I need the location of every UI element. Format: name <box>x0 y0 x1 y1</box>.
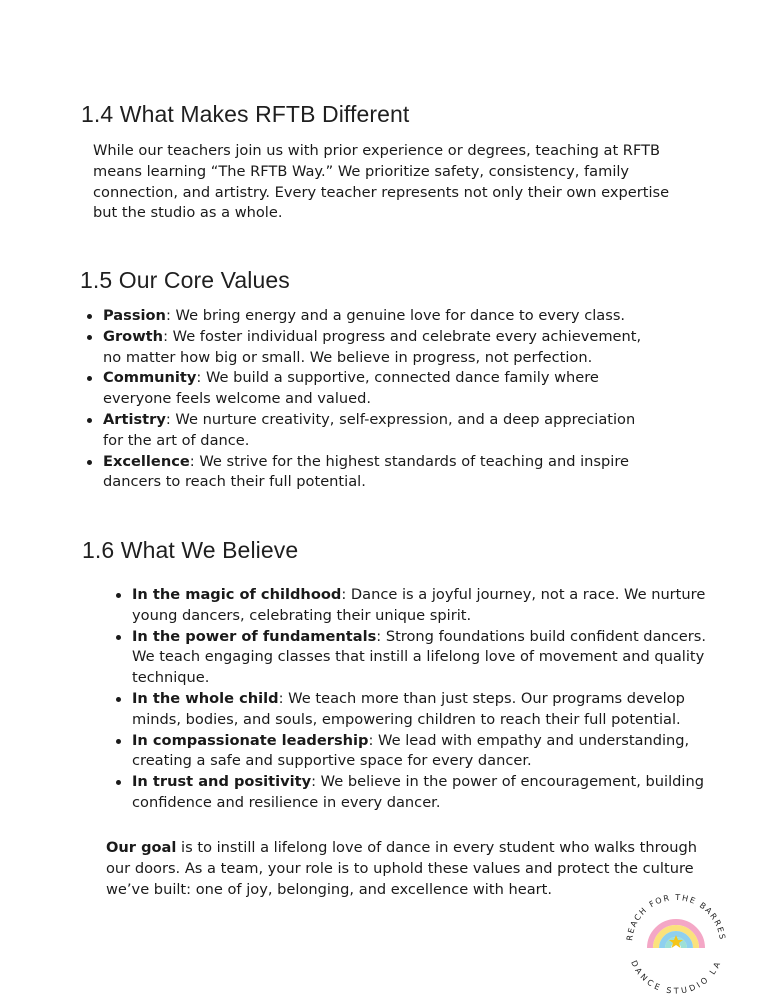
belief-term: In compassionate leadership <box>132 731 369 749</box>
logo-bottom-text: DANCE STUDIO LA <box>629 959 723 996</box>
closing-lead: Our goal <box>106 839 177 856</box>
list-item <box>103 368 643 410</box>
belief-term: In the magic of childhood <box>132 586 342 603</box>
value-term: Passion <box>103 307 166 324</box>
value-text: : We bring energy and a genuine love for dance to every class. <box>165 307 626 324</box>
beliefs-list <box>132 585 717 814</box>
belief-term: In the whole child <box>132 689 279 707</box>
rainbow-logo-icon <box>620 884 732 996</box>
belief-text: : Strong foundations build confident dancers. We teach engaging classes that instill a lifelong love of movement and quality technique. <box>132 627 707 687</box>
list-item <box>103 327 643 369</box>
list-item <box>132 772 717 814</box>
svg-text:DANCE STUDIO LA <box>629 959 723 996</box>
value-term: Growth <box>103 327 164 345</box>
value-text: : We nurture creativity, self-expression, and a deep appreciation for the art of dance. <box>103 410 636 449</box>
closing-text: is to instill a lifelong love of dance in every student who walks through our doors. As a team, your role is to uphold these values and protect the culture we’ve built: one of joy, belonging, and excellence with heart. <box>106 839 698 898</box>
list-item <box>132 731 717 773</box>
section-1-4-heading: 1.4 What Makes RFTB Different <box>81 101 410 127</box>
list-item <box>132 689 717 731</box>
logo-top-text: REACH FOR THE BARRES <box>625 892 727 942</box>
belief-term: In the power of fundamentals <box>132 627 377 645</box>
list-item <box>132 627 717 689</box>
section-1-4-body: While our teachers join us with prior experience or degrees, teaching at RFTB means learning “The RFTB Way.” We prioritize safety, consistency, family connection, and artistry. Every teacher represents not only their own expertise but the studio as a whole. <box>93 142 670 222</box>
list-item <box>103 452 643 494</box>
value-term: Excellence <box>103 452 190 470</box>
belief-text: : We lead with empathy and understanding, creating a safe and supportive space for every dancer. <box>132 731 690 770</box>
belief-text: : Dance is a joyful journey, not a race. We nurture young dancers, celebrating their unique spirit. <box>132 586 706 624</box>
belief-text: : We teach more than just steps. Our programs develop minds, bodies, and souls, empowering children to reach their full potential. <box>132 689 685 728</box>
section-1-6-heading: 1.6 What We Believe <box>82 537 299 563</box>
value-text: : We foster individual progress and celebrate every achievement, no matter how big or small. We believe in progress, not perfection. <box>103 327 642 366</box>
belief-text: : We believe in the power of encouragement, building confidence and resilience in every dancer. <box>132 773 704 811</box>
list-item <box>103 410 643 452</box>
list-item <box>132 585 717 627</box>
belief-term: In trust and positivity <box>132 773 312 791</box>
value-term: Community <box>103 369 197 387</box>
value-term: Artistry <box>103 410 166 428</box>
value-text: : We build a supportive, connected dance family where everyone feels welcome and valued. <box>103 369 599 408</box>
list-item <box>103 306 643 327</box>
core-values-list <box>103 306 643 493</box>
section-1-5-heading: 1.5 Our Core Values <box>80 267 290 293</box>
value-text: : We strive for the highest standards of teaching and inspire dancers to reach their full potential. <box>103 452 629 491</box>
